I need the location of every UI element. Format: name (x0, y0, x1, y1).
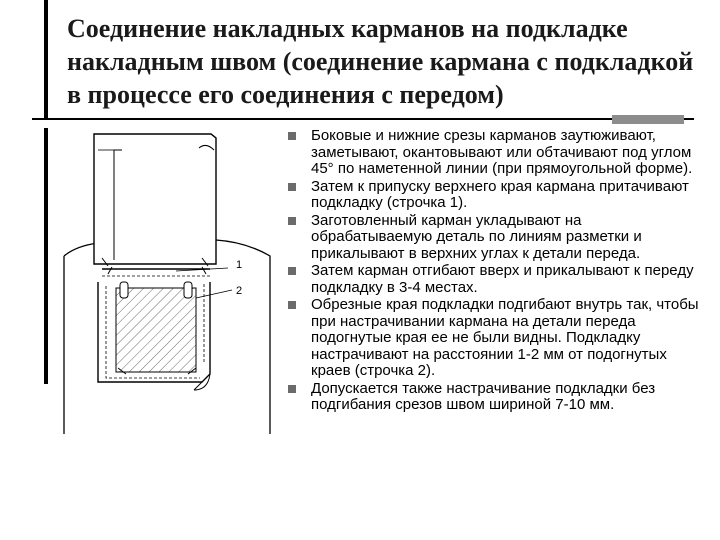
bullet-square-icon (288, 217, 296, 225)
bullet-text: Допускается также настрачивание подкладки без подгибания срезов швом шириной 7-10 мм. (311, 379, 656, 413)
bullet-item-6 (286, 381, 706, 414)
title-divider-accent (612, 115, 684, 124)
bullet-item-5 (286, 297, 706, 380)
callout-label-2: 2 (236, 285, 243, 297)
callout-label-1: 1 (236, 259, 243, 271)
left-accent-bar-bottom (44, 128, 48, 384)
bullet-text: Обрезные края подкладки подгибают внутрь так, чтобы при настрачивании кармана на детали переда подогнутые края ее не были видны. Подкладку настрачивают на расстоянии 1-2 мм от подогнутых краев (строчка 2). (311, 296, 699, 379)
slide-title: Соединение накладных карманов на подкладке накладным швом (соединение кармана с подкладкой в процессе его соединения с передом) (67, 14, 694, 109)
bullet-text: Заготовленный карман укладывают на обрабатываемую деталь по линиям разметки и прикалывают в верхних углах к детали переда. (311, 211, 642, 262)
bullet-item-4 (286, 263, 706, 296)
pocket-lining (116, 288, 196, 372)
bullet-text: Затем к припуску верхнего края кармана притачивают подкладку (строчка 1). (311, 177, 689, 211)
bullet-square-icon (288, 183, 296, 191)
bullet-item-3 (286, 213, 706, 263)
bullet-square-icon (288, 385, 296, 393)
title-divider (32, 118, 694, 120)
bullet-item-2 (286, 179, 706, 212)
bullet-text: Боковые и нижние срезы карманов заутюживают, заметывают, окантовывают или обтачивают под углом 45° по наметенной линии (при прямоугольной форме). (311, 127, 693, 177)
pocket-flap (94, 134, 216, 264)
left-accent-bar-top (44, 0, 48, 118)
bullet-square-icon (288, 132, 296, 140)
bullet-item-1 (286, 128, 706, 178)
bullet-square-icon (288, 267, 296, 275)
bullet-text: Затем карман отгибают вверх и прикалывают к переду подкладку в 3-4 местах. (311, 262, 694, 296)
pocket-diagram (56, 128, 278, 434)
bullet-square-icon (288, 301, 296, 309)
bullet-list (286, 128, 706, 415)
